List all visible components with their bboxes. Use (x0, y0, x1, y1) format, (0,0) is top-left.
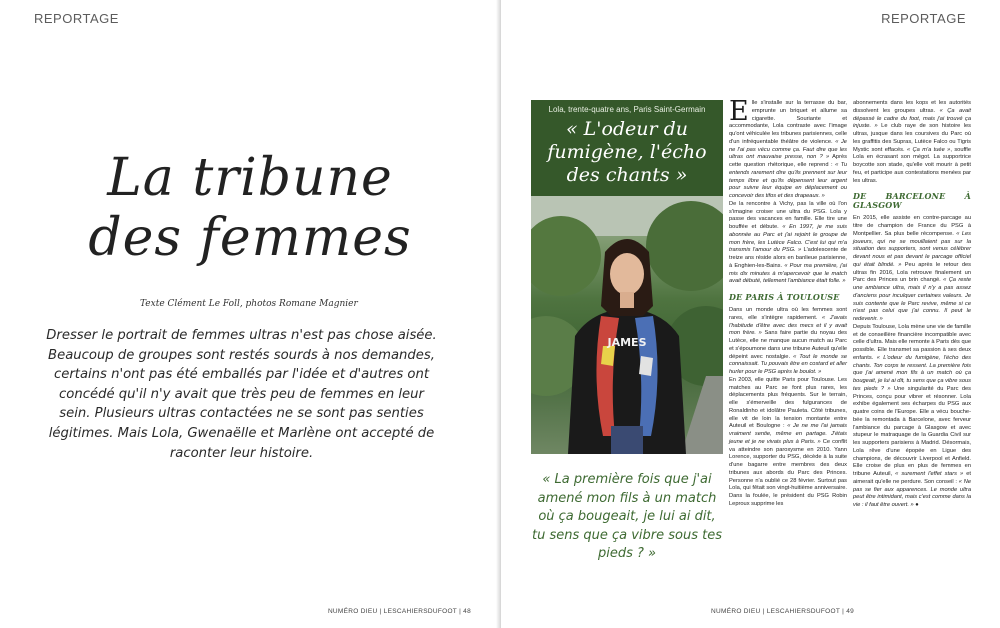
portrait-photo (531, 196, 723, 454)
quote-text: « Pour ma première, j'ai mis dix minutes à m'apercevoir que le match avait débuté, tellement l'ambiance était folle. » (729, 262, 847, 285)
quote-text: « J'avais l'habitude d'être avec des mecs et il y avait mon frère. » (729, 314, 847, 337)
paragraph (853, 215, 971, 324)
paragraph (729, 307, 847, 377)
paragraph-text: Dans un monde ultra où les femmes sont rares, elle s'intègre rapidement. (729, 307, 847, 321)
paragraph-text: Depuis Toulouse, Lola mène une vie de famille et de conseillère financière incompatible avec celle d'ultra. Mais elle remonte à Paris dès que possible. Elle transmet sa passion à ses deux enfants. (853, 323, 971, 361)
paragraph (729, 96, 847, 201)
paragraph (853, 100, 971, 185)
quote-text: « Tu entends rarement dire qu'ils prennent sur leur temps libre et qu'ils dépensent leur argent pour suivre leur équipe en déplacement ou concevoir des tifos et des drapeaux. » (729, 162, 847, 199)
section-tag: REPORTAGE (881, 11, 966, 26)
shirt-print: JAMES (607, 336, 647, 349)
quote-text: « En 1997, je me suis abonnée au Parc et j'ai rejoint le groupe de mon frère, les Lutèce Falco. C'est lui qui m'a transmis l'amour du PSG. » (729, 224, 847, 254)
paragraph-text: En 2015, elle assiste en contre-parcage au titre de champion de France du PSG à Montpellier. Sa plus belle récompense. (853, 215, 971, 237)
quote-text: « Ça m'a tuée » (906, 146, 951, 153)
quote-text: « L'odeur du fumigène, l'écho des chants. Ton corps te ressent. La première fois que j'ai amené mon fils à un match où ça bougeait, je lui ai dit, tu sens que ça vibre sous tes pieds ? » (853, 354, 971, 392)
quote-text: « Ça avait dépassé le cadre du foot, mais j'ai trouvé ça injuste. » (853, 107, 972, 130)
quote-text: « Tout le monde se connaissait. Tu pouvais être en costard et aller hurler pour le PSG après le boulot. » (729, 353, 847, 375)
quote-text: « Ne pas se fier aux apparences. Le monde ultra peut être intimidant, mais c'est comme dans la vie : il faut être ouvert. » (853, 478, 971, 508)
article-credit: Texte Clément Le Foll, photos Romane Magnier (140, 299, 358, 309)
profile-subtitle: Lola, trente-quatre ans, Paris Saint-Germain (548, 105, 706, 114)
paragraph-text: Sans faire partie du noyau des Lutèce, elle ne manque aucun match au Parc et s'époumone dans une tribune Auteuil qu'elle dépeint avec nostalgie. (729, 330, 847, 360)
paragraph-text: Le club raye de son histoire les ultras, jusque dans les coursives du Parc où les graffitis des Supras, Lutèce Falco ou Tigris Mystic sont effacés. (853, 123, 972, 153)
section-heading: DE BARCELONE À GLASGOW (853, 191, 971, 211)
profile-title-box (531, 100, 723, 196)
quote-text: « Ça reste une ambiance ultra, mais il n'y a pas assez d'anciens pour inculquer certaines valeurs. Je suis contente que le Parc revive, même si ce n'est pas celui que j'ai connu. Il peut le redevenir. » (853, 277, 971, 322)
quote-text: « Je ne l'ai pas vécu comme ça. Faut dire que les ultras ont mauvaise presse, non ? » (729, 138, 847, 161)
paragraph-text: abonnements dans les kops et les autorités dissolvent les groupes ultras. (853, 100, 971, 114)
paragraph (729, 377, 847, 509)
pull-quote: « La première fois que j'ai amené mon fils à un match où ça bougeait, je lui ai dit, tu sens que ça vibre sous tes pieds ? » (531, 472, 723, 561)
headline-line-1: La tribune (107, 148, 393, 208)
end-mark: ● (915, 502, 919, 508)
left-page (0, 0, 499, 628)
paragraph-text: Peu après le retour des ultras fin 2016, Lola retrouve finalement un Parc des Princes un brin changé. (853, 261, 971, 284)
portrait-illustration (531, 196, 723, 454)
paragraph-text: Ce conflit va atteindre son paroxysme en 2010. Yann Lorence, supporter du PSG, décède à la suite d'une bagarre entre membres des deux tribunes aux abords du Parc des Princes. Personne n'a oublié ce 28 février. Surtout pas Lola, qui fêtait son vingt-huitième anniversaire. Dans la foulée, le président du PSG Robin Leproux supprime les (729, 438, 847, 507)
quote-text: « Les joueurs, qui ne se mouillaient pas sur la situation des supporters, sont venus célébrer devant nous et pas devant le parcage officiel qui était blindé. » (853, 230, 971, 268)
paragraph-text: L'adolescente de treize ans réside alors en banlieue parisienne, à Enghien-les-Bains. (729, 247, 847, 269)
paragraph-text: En 2003, elle quitte Paris pour Toulouse. Les matches au Parc se font plus rares, les déplacements plus fréquents. Sur le terrain, elle s'émerveille des fulgurances de Ronaldinho et idolâtre Pauleta. Côté tribunes, elle vit de loin la tension montante entre Auteuil et Boulogne : (729, 376, 847, 430)
paragraph (729, 201, 847, 286)
paragraph-text: Une singularité du Parc des Princes, conçu pour vibrer et résonner. Lola exhibe également ses écharpes du PSG aux quatre coins de l'Europe. Elle a vécu bouche-bée la remontada à Barcelone, avec ferveur l'ambiance du parcage à Glasgow et avec stupeur le matraquage de la Guardia Civil sur les supporters parisiens à Madrid. Désormais, Lola rêve d'une épopée en Ligue des champions, de découvrir Liverpool et Anfield. Elle croise de plus en plus de femmes en tribune Auteuil, (853, 385, 971, 477)
quote-text: « surement l'effet stars » (895, 471, 964, 477)
article-column-2 (853, 100, 971, 510)
paragraph-text: Après cette question rhétorique, elle reprend : (729, 154, 847, 168)
section-tag: REPORTAGE (34, 11, 119, 26)
drop-cap: E (729, 96, 749, 127)
page-folio: NUMÉRO DIEU | LESCAHIERSDUFOOT | 49 (711, 608, 855, 615)
article-intro: Dresser le portrait de femmes ultras n'est pas chose aisée. Beaucoup de groupes sont restés sourds à nos demandes, certains n'ont pas été emballés par l'idée et d'autres ont concédé qu'il n'y avait que très peu de femmes en leur sein. Plusieurs ultras contactées ne se sont pas senties légitimes. Mais Lola, Gwenaëlle et Marlène ont accepté de raconter leur histoire. (46, 328, 437, 461)
right-page (501, 0, 1000, 628)
page-folio: NUMÉRO DIEU | LESCAHIERSDUFOOT | 48 (327, 608, 471, 615)
quote-text: « Je ne me l'ai jamais vraiment sentie, même en partage. J'étais jeune et je ne vivais plus à Paris. » (729, 423, 847, 445)
headline-line-2: des femmes (88, 208, 412, 268)
paragraph-text: De la rencontre à Vichy, pas la ville où l'on s'imagine croiser une ultra du PSG. Lola y passe des vacances en famille. Elle tire une bouffée et débute. (729, 200, 847, 230)
profile-title: « L'odeur du fumigène, l'écho des chants » (547, 118, 707, 186)
paragraph-text: lle s'installe sur la terrasse du bar, emprunte un briquet et allume sa cigarette. Souriante et accommodante, Lola contraste avec l'image qu'ont véhiculée les tribunes parisiennes, celle d'un infréquentable théâtre de violence. (729, 100, 847, 145)
paragraph-text: et aimerait qu'elle ne perdure. Son conseil : (853, 471, 971, 485)
article-column-1 (729, 96, 847, 509)
article-headline (60, 148, 440, 268)
paragraph (853, 324, 971, 510)
section-heading: DE PARIS À TOULOUSE (729, 292, 840, 302)
paragraph-text: , souffle Lola en écrasant son mégot. La supportrice boycotte son stade, qu'elle voit mourir à petit feu, et participe aux contestations menées par les ultras. (853, 146, 971, 184)
